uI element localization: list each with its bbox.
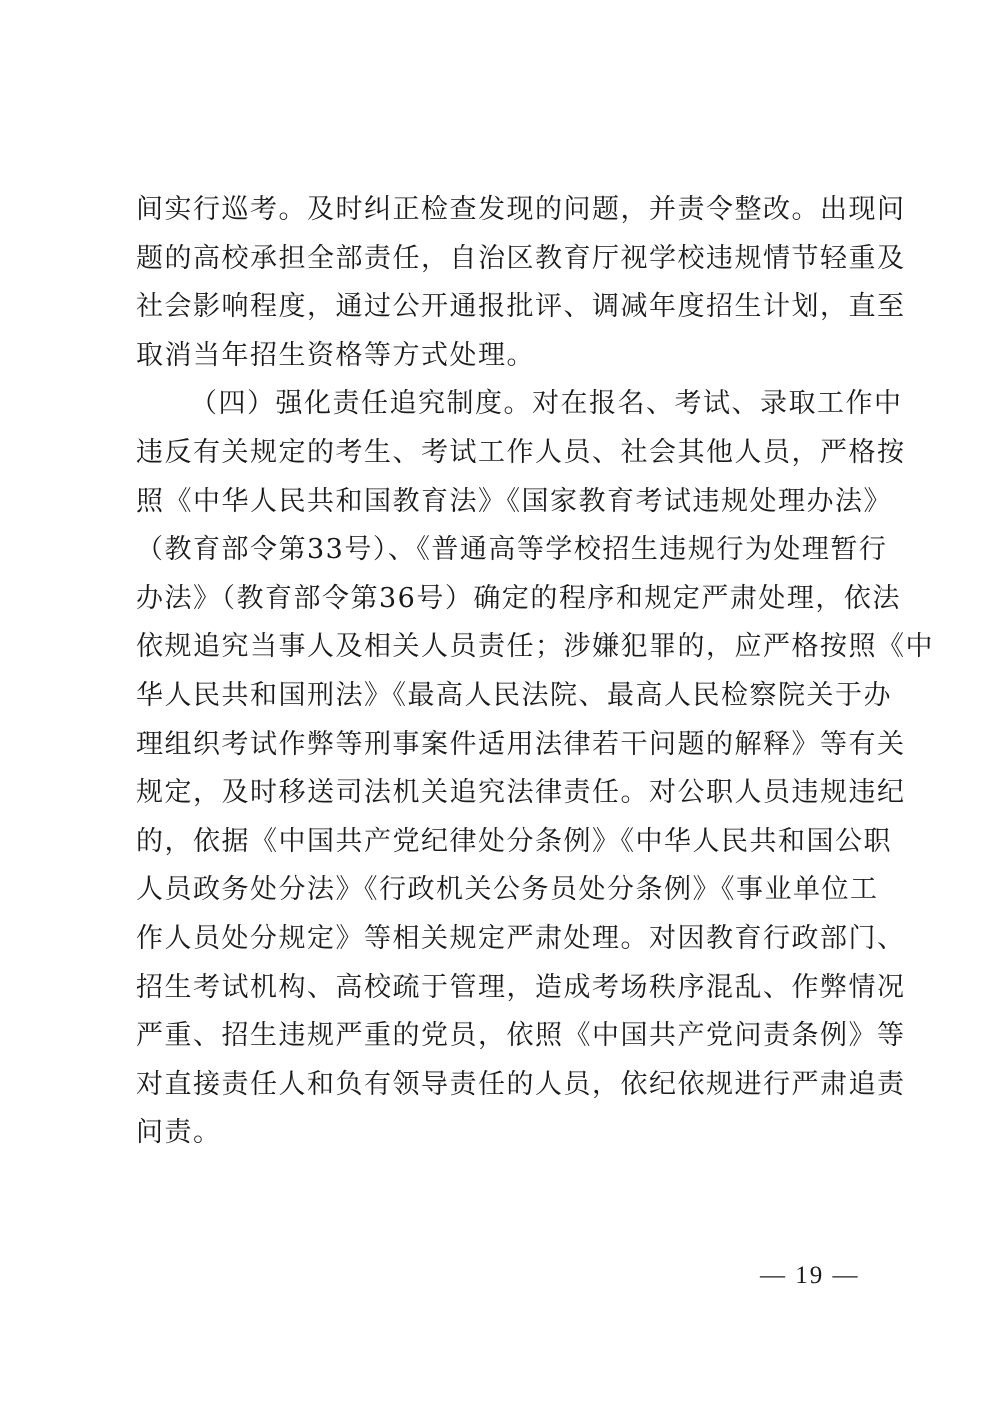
document-body	[136, 186, 934, 1158]
text-line: 题的高校承担全部责任，自治区教育厅视学校违规情节轻重及	[136, 242, 906, 274]
text-line: 作人员处分规定》等相关规定严肃处理。对因教育行政部门、	[136, 922, 906, 954]
text-run: 对在报名、考试、录取工作中	[532, 388, 903, 420]
text-line: （教育部令第33号）、《普通高等学校招生违规行为处理暂行	[136, 534, 888, 566]
text-line: 规定，及时移送司法机关追究法律责任。对公职人员违规违纪	[136, 777, 906, 809]
text-line: 办法》（教育部令第36号）确定的程序和规定严肃处理，依法	[136, 582, 901, 614]
text-line: 严重、招生违规严重的党员，依照《中国共产党问责条例》等	[136, 1020, 906, 1052]
text-line: 违反有关规定的考生、考试工作人员、社会其他人员，严格按	[136, 436, 906, 468]
text-line: 间实行巡考。及时纠正检查发现的问题，并责令整改。出现问	[136, 194, 906, 225]
text-line: 招生考试机构、高校疏于管理，造成考场秩序混乱、作弊情况	[136, 971, 906, 1003]
text-line: 取消当年招生资格等方式处理。	[136, 339, 535, 371]
paragraph-2	[136, 380, 934, 1158]
page-number: — 19 —	[760, 1262, 860, 1289]
text-line: 对直接责任人和负有领导责任的人员，依纪依规进行严肃追责	[136, 1068, 906, 1100]
text-line: 的，依据《中国共产党纪律处分条例》《中华人民共和国公职	[136, 825, 892, 857]
text-line: 问责。	[136, 1117, 222, 1149]
text-line: 人员政务处分法》《行政机关公务员处分条例》《事业单位工	[136, 874, 879, 906]
text-line: 照《中华人民共和国教育法》《国家教育考试违规处理办法》	[136, 485, 892, 517]
text-line: 华人民共和国刑法》《最高人民法院、最高人民检察院关于办	[136, 679, 892, 711]
text-line	[136, 380, 903, 429]
text-line: 理组织考试作弊等刑事案件适用法律若干问题的解释》等有关	[136, 728, 906, 760]
text-line: 依规追究当事人及相关人员责任；涉嫌犯罪的，应严格按照《中	[136, 631, 934, 663]
text-line: 社会影响程度，通过公开通报批评、调减年度招生计划，直至	[136, 291, 906, 323]
section-heading: （四）强化责任追究制度。	[190, 388, 532, 420]
paragraph-1	[136, 186, 906, 380]
